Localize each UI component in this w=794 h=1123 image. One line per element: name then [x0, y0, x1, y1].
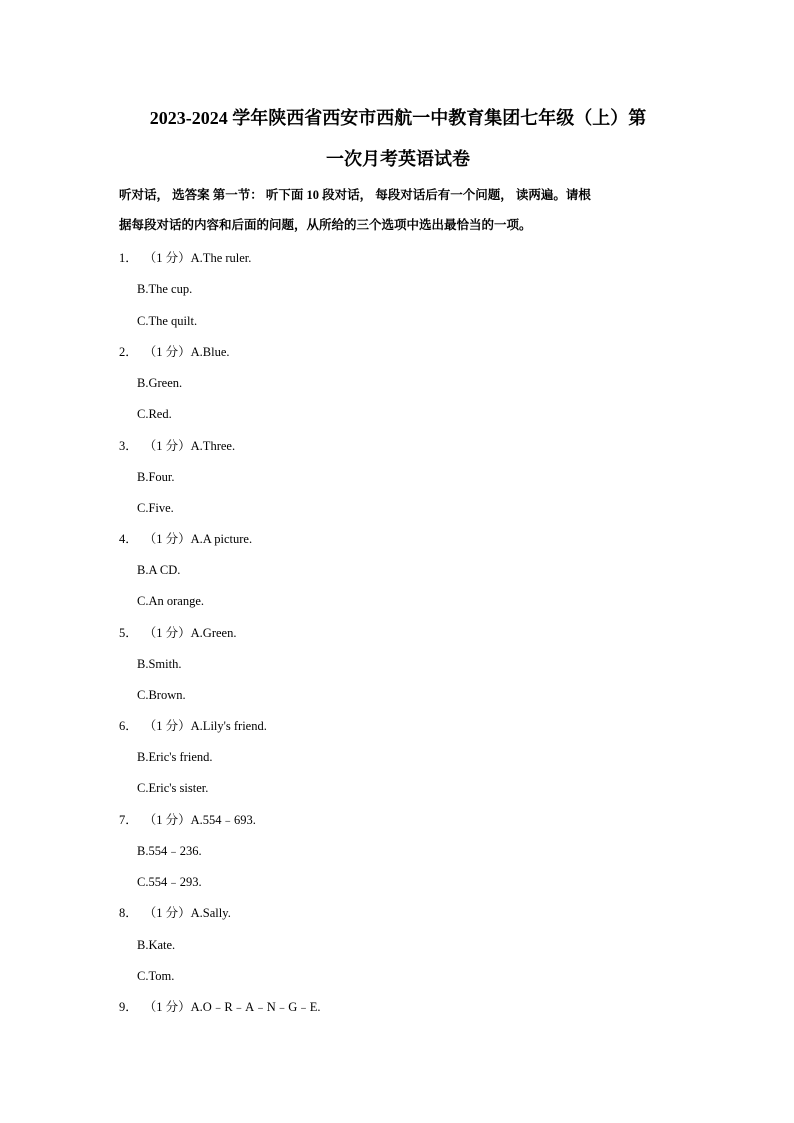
- exam-title-line-2: 一次月考英语试卷: [326, 149, 470, 169]
- question-number: 7．: [119, 813, 138, 827]
- question-number: 4．: [119, 532, 138, 546]
- question-6-option-c: C.Eric's sister.: [137, 781, 209, 795]
- question-3: [119, 438, 235, 454]
- question-score: （1 分）: [143, 813, 191, 827]
- question-5: [119, 625, 236, 641]
- question-1-option-b: B.The cup.: [137, 282, 193, 296]
- question-number: 1．: [119, 251, 138, 265]
- question-7: [119, 812, 256, 828]
- question-8: [119, 905, 231, 921]
- question-6-option-b: B.Eric's friend.: [137, 750, 213, 764]
- option-a: A.O﹣R﹣A﹣N﹣G﹣E.: [190, 1000, 321, 1014]
- question-9: [119, 999, 321, 1015]
- question-score: （1 分）: [143, 1000, 191, 1014]
- question-number: 6．: [119, 719, 138, 733]
- question-3-option-c: C.Five.: [137, 501, 174, 515]
- question-6: [119, 718, 267, 734]
- question-5-option-b: B.Smith.: [137, 657, 182, 671]
- option-a: A.Sally.: [190, 906, 231, 920]
- question-number: 9．: [119, 1000, 138, 1014]
- question-score: （1 分）: [143, 251, 191, 265]
- option-a: A.A picture.: [190, 532, 253, 546]
- question-score: （1 分）: [143, 345, 191, 359]
- question-1-option-c: C.The quilt.: [137, 314, 198, 328]
- question-7-option-c: C.554﹣293.: [137, 875, 202, 889]
- option-a: A.Green.: [190, 626, 237, 640]
- question-7-option-b: B.554﹣236.: [137, 844, 202, 858]
- section-instructions-line-2: 据每段对话的内容和后面的问题，从所给的三个选项中选出最恰当的一项。: [119, 218, 532, 232]
- question-2-option-c: C.Red.: [137, 407, 172, 421]
- question-number: 8．: [119, 906, 138, 920]
- question-4: [119, 531, 252, 547]
- question-score: （1 分）: [143, 906, 191, 920]
- option-a: A.Lily's friend.: [190, 719, 267, 733]
- question-4-option-b: B.A CD.: [137, 563, 181, 577]
- question-1: [119, 250, 251, 266]
- option-a: A.Three.: [190, 439, 236, 453]
- question-3-option-b: B.Four.: [137, 470, 175, 484]
- question-score: （1 分）: [143, 439, 191, 453]
- section-instructions-line-1: 听对话， 选答案 第一节： 听下面 10 段对话， 每段对话后有一个问题， 读两遍。请根: [119, 188, 591, 202]
- option-a: A.Blue.: [190, 345, 230, 359]
- question-score: （1 分）: [143, 626, 191, 640]
- question-score: （1 分）: [143, 719, 191, 733]
- question-5-option-c: C.Brown.: [137, 688, 186, 702]
- question-number: 3．: [119, 439, 138, 453]
- option-a: A.The ruler.: [190, 251, 252, 265]
- question-8-option-b: B.Kate.: [137, 938, 176, 952]
- option-a: A.554﹣693.: [190, 813, 256, 827]
- question-number: 2．: [119, 345, 138, 359]
- question-number: 5．: [119, 626, 138, 640]
- exam-title-line-1: 2023-2024 学年陕西省西安市西航一中教育集团七年级（上）第: [149, 108, 647, 128]
- question-2-option-b: B.Green.: [137, 376, 183, 390]
- question-2: [119, 344, 230, 360]
- question-4-option-c: C.An orange.: [137, 594, 204, 608]
- question-8-option-c: C.Tom.: [137, 969, 175, 983]
- question-score: （1 分）: [143, 532, 191, 546]
